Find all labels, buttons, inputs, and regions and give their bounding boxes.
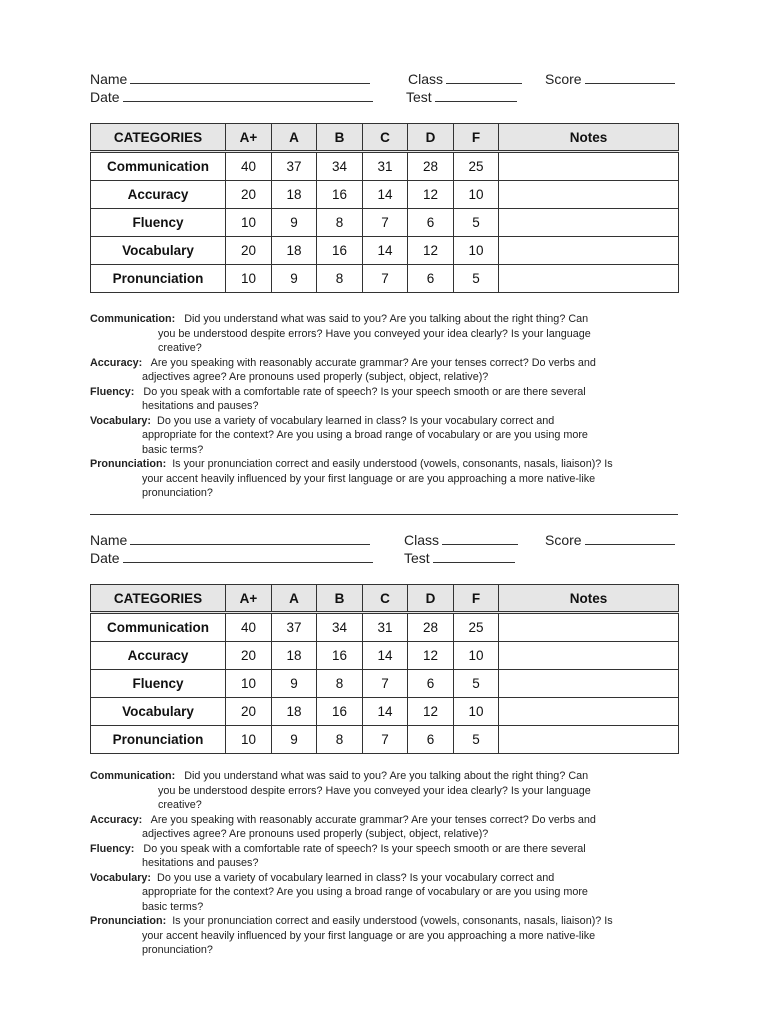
score-cell: 8 xyxy=(317,670,363,698)
description-pronunciation: Pronunciation: Is your pronunciation correct and easily understood (vowels, consonants, nasals, liaison)? Is your accent heavily influenced by your first language or are you approaching a more native-like pronunciation? xyxy=(90,458,613,499)
score-cell: 8 xyxy=(317,209,363,237)
score-cell: 10 xyxy=(226,670,272,698)
score-cell: 9 xyxy=(272,209,317,237)
notes-cell[interactable] xyxy=(499,726,679,754)
score-cell: 20 xyxy=(226,237,272,265)
name-field[interactable] xyxy=(90,531,370,549)
table-header-row xyxy=(91,124,679,152)
category-cell: Accuracy xyxy=(91,642,226,670)
category-cell: Pronunciation xyxy=(91,726,226,754)
column-header: A+ xyxy=(226,124,272,152)
score-cell: 18 xyxy=(272,181,317,209)
test-field[interactable] xyxy=(406,88,517,106)
score-cell: 20 xyxy=(226,181,272,209)
score-cell: 16 xyxy=(317,642,363,670)
notes-cell[interactable] xyxy=(499,152,679,181)
score-cell: 10 xyxy=(226,726,272,754)
score-cell: 9 xyxy=(272,265,317,293)
name-label: Name xyxy=(90,71,128,87)
score-cell: 20 xyxy=(226,698,272,726)
score-cell: 16 xyxy=(317,181,363,209)
test-label: Test xyxy=(404,550,430,566)
score-label: Score xyxy=(545,71,582,87)
category-cell: Fluency xyxy=(91,670,226,698)
description-vocabulary: Vocabulary: Do you use a variety of vocabulary learned in class? Is your vocabulary correct and appropriate for the context? Are you using a broad range of vocabulary or are you using more basic terms? xyxy=(90,871,588,913)
category-cell: Communication xyxy=(91,613,226,642)
column-header: B xyxy=(317,585,363,613)
score-field[interactable] xyxy=(545,70,675,88)
category-cell: Communication xyxy=(91,152,226,181)
header-row-date xyxy=(90,88,678,106)
score-cell: 25 xyxy=(454,613,499,642)
score-cell: 5 xyxy=(454,670,499,698)
table-row xyxy=(91,642,679,670)
header-row-date xyxy=(90,549,678,567)
score-cell: 34 xyxy=(317,152,363,181)
description-accuracy: Accuracy: Are you speaking with reasonably accurate grammar? Are your tenses correct? Do verbs and adjectives agree? Are pronouns used properly (subject, object, relative)? xyxy=(90,356,596,383)
column-header: A+ xyxy=(226,585,272,613)
name-label: Name xyxy=(90,532,128,548)
class-field[interactable] xyxy=(408,70,522,88)
score-cell: 7 xyxy=(363,265,408,293)
score-cell: 14 xyxy=(363,698,408,726)
date-label: Date xyxy=(90,89,120,105)
notes-cell[interactable] xyxy=(499,642,679,670)
score-cell: 28 xyxy=(408,613,454,642)
score-cell: 6 xyxy=(408,209,454,237)
score-cell: 10 xyxy=(454,642,499,670)
column-header: D xyxy=(408,585,454,613)
category-descriptions xyxy=(90,769,680,958)
notes-cell[interactable] xyxy=(499,613,679,642)
description-vocabulary: Vocabulary: Do you use a variety of vocabulary learned in class? Is your vocabulary correct and appropriate for the context? Are you using a broad range of vocabulary or are you using more basic terms? xyxy=(90,414,588,456)
table-row xyxy=(91,209,679,237)
column-header: Notes xyxy=(499,124,679,152)
description-fluency: Fluency: Do you speak with a comfortable rate of speech? Is your speech smooth or are there several hesitations and pauses? xyxy=(90,842,586,869)
table-row xyxy=(91,181,679,209)
score-cell: 25 xyxy=(454,152,499,181)
description-communication: Communication: Did you understand what was said to you? Are you talking about the right thing? Can you be understood despite errors? Have you conveyed your idea clearly? Is your language creative? xyxy=(90,770,591,811)
score-cell: 12 xyxy=(408,698,454,726)
date-field[interactable] xyxy=(90,88,373,106)
score-cell: 7 xyxy=(363,670,408,698)
table-row xyxy=(91,670,679,698)
notes-cell[interactable] xyxy=(499,265,679,293)
score-cell: 8 xyxy=(317,726,363,754)
category-cell: Fluency xyxy=(91,209,226,237)
section-divider xyxy=(90,514,678,515)
category-cell: Vocabulary xyxy=(91,237,226,265)
score-cell: 9 xyxy=(272,670,317,698)
score-cell: 14 xyxy=(363,181,408,209)
table-row xyxy=(91,726,679,754)
score-cell: 18 xyxy=(272,698,317,726)
score-cell: 10 xyxy=(226,265,272,293)
category-cell: Vocabulary xyxy=(91,698,226,726)
score-cell: 14 xyxy=(363,642,408,670)
score-cell: 16 xyxy=(317,698,363,726)
column-header: CATEGORIES xyxy=(91,585,226,613)
score-cell: 6 xyxy=(408,726,454,754)
score-cell: 7 xyxy=(363,726,408,754)
score-cell: 34 xyxy=(317,613,363,642)
column-header: D xyxy=(408,124,454,152)
notes-cell[interactable] xyxy=(499,209,679,237)
category-cell: Accuracy xyxy=(91,181,226,209)
score-cell: 28 xyxy=(408,152,454,181)
column-header: F xyxy=(454,124,499,152)
score-cell: 5 xyxy=(454,209,499,237)
score-cell: 37 xyxy=(272,613,317,642)
name-field[interactable] xyxy=(90,70,370,88)
score-cell: 6 xyxy=(408,265,454,293)
table-row xyxy=(91,698,679,726)
column-header: Notes xyxy=(499,585,679,613)
column-header: F xyxy=(454,585,499,613)
score-cell: 31 xyxy=(363,152,408,181)
score-cell: 12 xyxy=(408,237,454,265)
score-cell: 10 xyxy=(454,181,499,209)
column-header: CATEGORIES xyxy=(91,124,226,152)
notes-cell[interactable] xyxy=(499,670,679,698)
score-cell: 8 xyxy=(317,265,363,293)
score-cell: 18 xyxy=(272,237,317,265)
description-fluency: Fluency: Do you speak with a comfortable rate of speech? Is your speech smooth or are there several hesitations and pauses? xyxy=(90,385,586,412)
score-cell: 40 xyxy=(226,613,272,642)
category-descriptions xyxy=(90,312,680,501)
score-cell: 31 xyxy=(363,613,408,642)
table-row xyxy=(91,265,679,293)
date-label: Date xyxy=(90,550,120,566)
score-cell: 12 xyxy=(408,642,454,670)
score-cell: 6 xyxy=(408,670,454,698)
score-cell: 16 xyxy=(317,237,363,265)
score-cell: 9 xyxy=(272,726,317,754)
date-field[interactable] xyxy=(90,549,373,567)
score-cell: 5 xyxy=(454,726,499,754)
table-row xyxy=(91,613,679,642)
test-field[interactable] xyxy=(404,549,515,567)
score-cell: 5 xyxy=(454,265,499,293)
class-label: Class xyxy=(408,71,444,87)
table-row xyxy=(91,237,679,265)
column-header: A xyxy=(272,585,317,613)
description-accuracy: Accuracy: Are you speaking with reasonably accurate grammar? Are your tenses correct? Do verbs and adjectives agree? Are pronouns used properly (subject, object, relative)? xyxy=(90,813,596,840)
score-cell: 10 xyxy=(226,209,272,237)
rubric-table xyxy=(90,584,679,754)
rubric-table xyxy=(90,123,679,293)
table-row xyxy=(91,152,679,181)
notes-cell[interactable] xyxy=(499,237,679,265)
score-cell: 12 xyxy=(408,181,454,209)
score-cell: 10 xyxy=(454,237,499,265)
column-header: C xyxy=(363,585,408,613)
score-cell: 10 xyxy=(454,698,499,726)
score-cell: 40 xyxy=(226,152,272,181)
score-field[interactable] xyxy=(545,531,675,549)
header-row-name xyxy=(90,70,678,88)
score-cell: 37 xyxy=(272,152,317,181)
column-header: C xyxy=(363,124,408,152)
description-pronunciation: Pronunciation: Is your pronunciation correct and easily understood (vowels, consonants, nasals, liaison)? Is your accent heavily influenced by your first language or are you approaching a more native-like pronunciation? xyxy=(90,915,613,956)
column-header: A xyxy=(272,124,317,152)
class-field[interactable] xyxy=(404,531,518,549)
category-cell: Pronunciation xyxy=(91,265,226,293)
score-cell: 14 xyxy=(363,237,408,265)
notes-cell[interactable] xyxy=(499,181,679,209)
score-label: Score xyxy=(545,532,582,548)
description-communication: Communication: Did you understand what was said to you? Are you talking about the right thing? Can you be understood despite errors? Have you conveyed your idea clearly? Is your language creative? xyxy=(90,313,591,354)
score-cell: 7 xyxy=(363,209,408,237)
score-cell: 18 xyxy=(272,642,317,670)
notes-cell[interactable] xyxy=(499,698,679,726)
table-header-row xyxy=(91,585,679,613)
class-label: Class xyxy=(404,532,440,548)
score-cell: 20 xyxy=(226,642,272,670)
column-header: B xyxy=(317,124,363,152)
header-row-name xyxy=(90,531,678,549)
test-label: Test xyxy=(406,89,432,105)
